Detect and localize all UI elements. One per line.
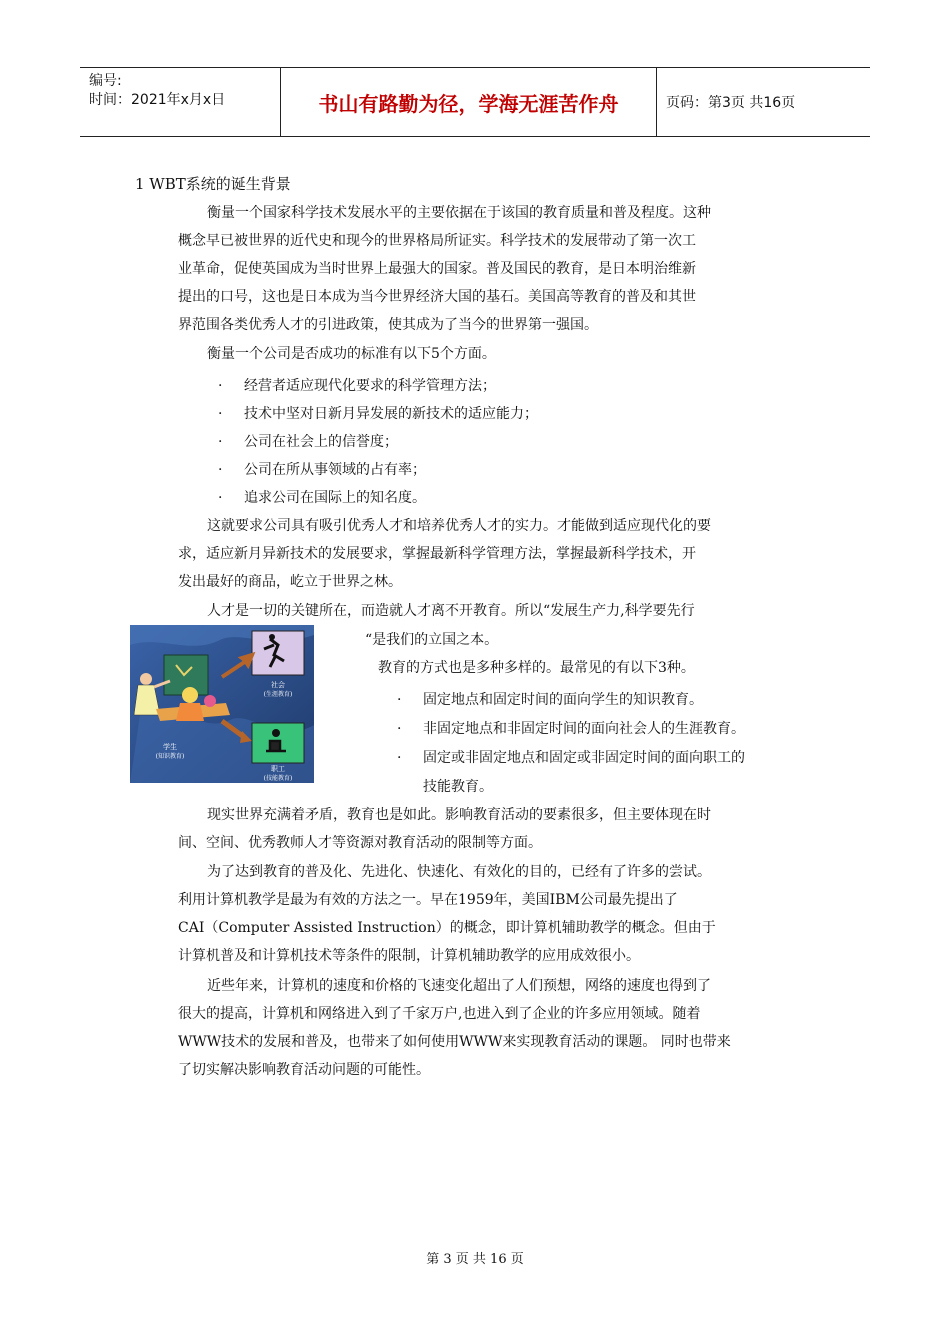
text-line: “是我们的立国之本。: [365, 632, 499, 648]
text-line: 提出的口号，这也是日本成为当今世界经济大国的基石。美国高等教育的普及和其世: [178, 289, 696, 305]
page-header: [80, 67, 870, 137]
document-number-label: 编号:: [89, 73, 122, 89]
label-society: 社会: [271, 681, 285, 689]
document-time-label: 时间：2021年x月x日: [89, 92, 226, 108]
paragraph-education-types: 教育的方式也是多种多样的。最常见的有以下3种。: [378, 660, 695, 676]
bullet-marker: ·: [218, 462, 223, 478]
bullet-marker: ·: [218, 490, 223, 506]
list-item-text: 固定或非固定地点和固定或非固定时间的面向职工的: [423, 750, 745, 766]
label-student: 学生: [163, 743, 177, 751]
list-item-continuation: 技能教育。: [423, 779, 493, 795]
list-item-text: 非固定地点和非固定时间的面向社会人的生涯教育。: [423, 721, 745, 737]
text-line: 概念早已被世界的近代史和现今的世界格局所证实。科学技术的发展带动了第一次工: [178, 233, 696, 249]
header-page-number: 页码：第3页 共16页: [666, 95, 796, 111]
list-item-text: 固定地点和固定时间的面向学生的知识教育。: [423, 692, 703, 708]
bullet-marker: ·: [397, 692, 402, 708]
list-item-text: 公司在所从事领域的占有率；: [244, 462, 426, 478]
text-line: 衡量一个国家科学技术发展水平的主要依据在于该国的教育质量和普及程度。这种: [207, 205, 711, 221]
bullet-marker: ·: [218, 406, 223, 422]
label-student-sub: (知识教育): [155, 753, 185, 760]
bullet-marker: ·: [397, 721, 402, 737]
page-footer: 第 3 页 共 16 页: [426, 1252, 524, 1267]
list-item: [397, 718, 745, 738]
header-motto: 书山有路勤为径，学海无涯苦作舟: [281, 68, 657, 136]
text-line: WWW技术的发展和普及，也带来了如何使用WWW来实现教育活动的课题。 同时也带来: [178, 1034, 731, 1050]
text-line: 求，适应新月异新技术的发展要求，掌握最新科学管理方法，掌握最新科学技术，开: [178, 546, 696, 562]
header-meta: [80, 68, 281, 136]
label-worker-sub: (技能教育): [263, 775, 293, 782]
list-item: [218, 459, 426, 479]
text-line: 利用计算机教学是最为有效的方法之一。早在1959年，美国IBM公司最先提出了: [178, 892, 678, 908]
text-line: 现实世界充满着矛盾，教育也是如此。影响教育活动的要素很多，但主要体现在时: [207, 807, 711, 823]
list-item-text: 经营者适应现代化要求的科学管理方法；: [244, 378, 496, 394]
paragraph-company-criteria: 衡量一个公司是否成功的标准有以下5个方面。: [207, 346, 496, 362]
list-item: [397, 689, 703, 709]
bullet-marker: ·: [218, 378, 223, 394]
text-line: 为了达到教育的普及化、先进化、快速化、有效化的目的，已经有了许多的尝试。: [207, 864, 711, 880]
text-line: 人才是一切的关键所在，而造就人才离不开教育。所以“发展生产力,科学要先行: [207, 603, 695, 619]
illustration-graphic: [130, 625, 314, 783]
text-line: 业革命，促使英国成为当时世界上最强大的国家。普及国民的教育，是日本明治维新: [178, 261, 696, 277]
bullet-marker: ·: [218, 434, 223, 450]
label-society-sub: (生涯教育): [263, 691, 293, 698]
list-item-text: 公司在社会上的信誉度；: [244, 434, 398, 450]
text-line: 很大的提高，计算机和网络进入到了千家万户,也进入到了企业的许多应用领域。随着: [178, 1006, 701, 1022]
bullet-marker: ·: [397, 750, 402, 766]
list-item: [218, 487, 426, 507]
text-line: CAI（Computer Assisted Instruction）的概念，即计算机辅助教学的概念。但由于: [178, 920, 716, 936]
list-item: [397, 747, 745, 767]
section-title: 1 WBT系统的诞生背景: [135, 175, 291, 193]
text-line: 了切实解决影响教育活动问题的可能性。: [178, 1062, 430, 1078]
list-item-text: 追求公司在国际上的知名度。: [244, 490, 426, 506]
list-item: [218, 403, 538, 423]
education-illustration: [130, 625, 314, 783]
text-line: 间、空间、优秀教师人才等资源对教育活动的限制等方面。: [178, 835, 542, 851]
text-line: 计算机普及和计算机技术等条件的限制，计算机辅助教学的应用成效很小。: [178, 948, 640, 964]
list-item: [218, 375, 496, 395]
list-item: [218, 431, 398, 451]
text-line: 发出最好的商品，屹立于世界之林。: [178, 574, 402, 590]
text-line: 近些年来，计算机的速度和价格的飞速变化超出了人们预想，网络的速度也得到了: [207, 978, 711, 994]
text-line: 这就要求公司具有吸引优秀人才和培养优秀人才的实力。才能做到适应现代化的要: [207, 518, 711, 534]
list-item-text: 技术中坚对日新月异发展的新技术的适应能力；: [244, 406, 538, 422]
text-line: 界范围各类优秀人才的引进政策，使其成为了当今的世界第一强国。: [178, 317, 598, 333]
label-worker: 职工: [271, 765, 285, 773]
